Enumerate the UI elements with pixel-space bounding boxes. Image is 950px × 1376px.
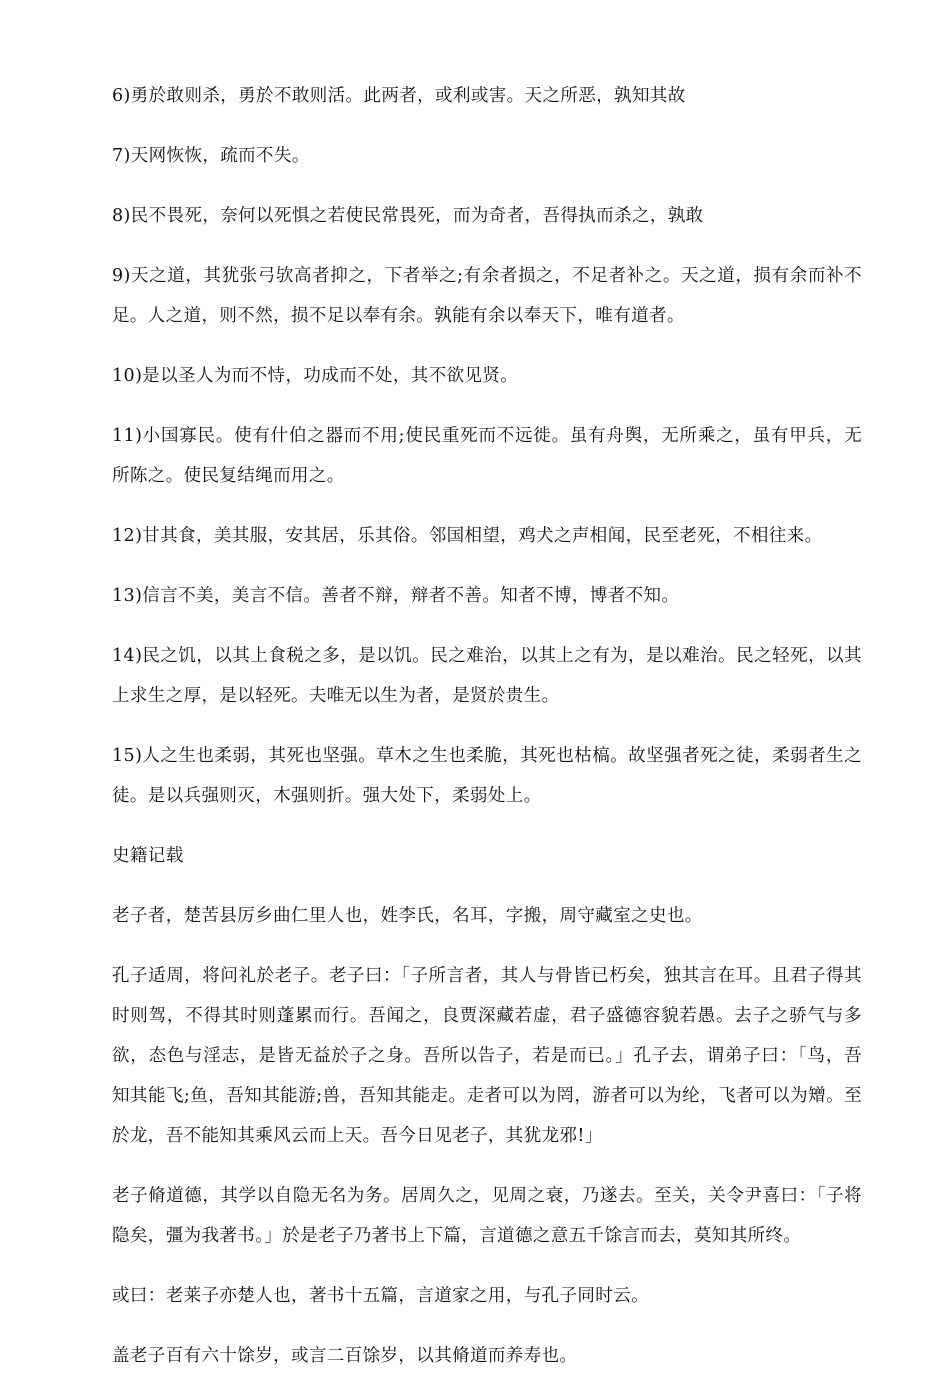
paragraph-9: 9)天之道，其犹张弓欤高者抑之，下者举之;有余者损之，不足者补之。天之道，损有余而补不足。人之道，则不然，损不足以奉有余。孰能有余以奉天下，唯有道者。: [112, 266, 862, 326]
history-paragraph-3: 老子脩道德，其学以自隐无名为务。居周久之，见周之衰，乃遂去。至关，关令尹喜曰：「子将隐矣，彊为我著书。」於是老子乃著书上下篇，言道德之意五千馀言而去，莫知其所终。: [112, 1186, 862, 1246]
paragraph-11: 11)小国寡民。使有什伯之器而不用;使民重死而不远徙。虽有舟舆，无所乘之，虽有甲兵，无所陈之。使民复结绳而用之。: [112, 426, 862, 486]
paragraph-14: 14)民之饥，以其上食税之多，是以饥。民之难治，以其上之有为，是以难治。民之轻死，以其上求生之厚，是以轻死。夫唯无以生为者，是贤於贵生。: [112, 646, 862, 706]
history-paragraph-2: 孔子适周，将问礼於老子。老子曰：「子所言者，其人与骨皆已朽矣，独其言在耳。且君子得其时则驾，不得其时则蓬累而行。吾闻之，良贾深藏若虚，君子盛德容貌若愚。去子之骄气与多欲，态色与淫志，是皆无益於子之身。吾所以告子，若是而已。」孔子去，谓弟子曰：「鸟，吾知其能飞;鱼，吾知其能游;兽，吾知其能走。走者可以为罔，游者可以为纶，飞者可以为矰。至於龙，吾不能知其乘风云而上天。吾今日见老子，其犹龙邪!」: [112, 966, 862, 1146]
history-paragraph-1: 老子者，楚苦县厉乡曲仁里人也，姓李氏，名耳，字搬，周守藏室之史也。: [112, 906, 703, 926]
paragraph-15: 15)人之生也柔弱，其死也坚强。草木之生也柔脆，其死也枯槁。故坚强者死之徒，柔弱者生之徒。是以兵强则灭，木强则折。强大处下，柔弱处上。: [112, 746, 862, 806]
history-paragraph-5: 盖老子百有六十馀岁，或言二百馀岁，以其脩道而养寿也。: [112, 1346, 578, 1366]
paragraph-12: 12)甘其食，美其服，安其居，乐其俗。邻国相望，鸡犬之声相闻，民至老死，不相往来。: [112, 526, 823, 546]
section-heading: 史籍记载: [112, 846, 184, 866]
paragraph-10: 10)是以圣人为而不恃，功成而不处，其不欲见贤。: [112, 366, 519, 386]
paragraph-6: 6)勇於敢则杀，勇於不敢则活。此两者，或利或害。天之所恶，孰知其故: [112, 86, 686, 106]
paragraph-13: 13)信言不美，美言不信。善者不辩，辩者不善。知者不博，博者不知。: [112, 586, 680, 606]
paragraph-8: 8)民不畏死，奈何以死惧之若使民常畏死，而为奇者，吾得执而杀之，孰敢: [112, 206, 704, 226]
history-paragraph-4: 或曰：老莱子亦楚人也，著书十五篇，言道家之用，与孔子同时云。: [112, 1286, 649, 1306]
paragraph-7: 7)天网恢恢，疏而不失。: [112, 146, 310, 166]
